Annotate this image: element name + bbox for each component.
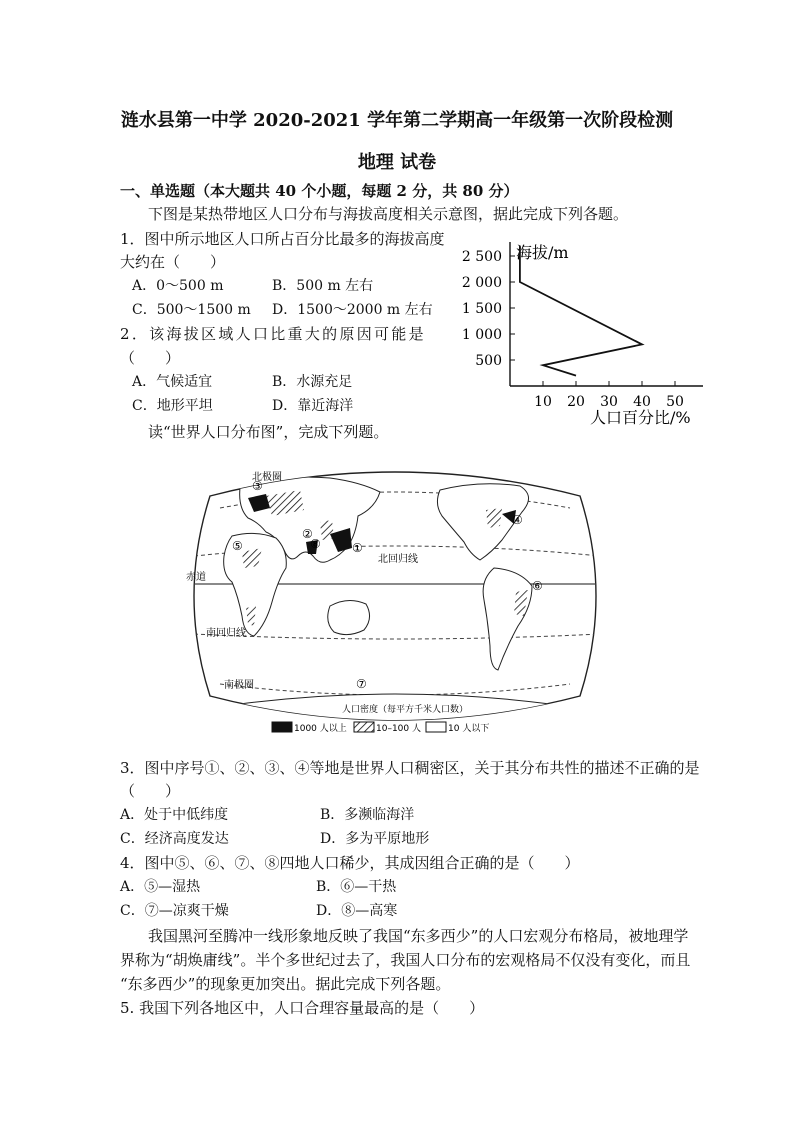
x-tick-label: 30	[600, 394, 618, 410]
legend-label-dense: 1000 人以上	[294, 724, 347, 734]
marker-1: ①	[352, 541, 363, 555]
q4-option-a[interactable]: A．⑤—湿热	[120, 879, 201, 895]
marker-3: ③	[252, 479, 263, 493]
q1-stem: 1．图中所示地区人口所占百分比最多的海拔高度	[120, 230, 445, 248]
passage-line-1: 我国黑河至腾冲一线形象地反映了我国“东多西少”的人口宏观分布格局，被地理学	[148, 927, 689, 945]
q2-option-a[interactable]: A．气候适宜	[132, 374, 213, 390]
antarctica-landmass	[240, 694, 550, 746]
marker-4: ④	[512, 513, 523, 527]
passage-line-2: 界称为“胡焕庸线”。半个多世纪过去了，我国人口分布的宏观格局不仅没有变化，而且	[120, 951, 691, 969]
x-tick-label: 40	[633, 394, 651, 410]
q4-stem: 4．图中⑤、⑥、⑦、⑧四地人口稀少，其成因组合正确的是（ ）	[120, 854, 580, 872]
q4-option-b[interactable]: B．⑥—干热	[316, 879, 397, 895]
y-tick-label: 1 000	[461, 327, 502, 343]
label-south-pole-circle: 南极圈	[224, 680, 254, 691]
altitude-population-chart	[460, 236, 720, 432]
marker-7: ⑦	[356, 677, 367, 691]
page-subtitle: 地理 试卷	[357, 152, 437, 173]
series-line	[520, 246, 642, 376]
legend-swatch-moderate	[354, 722, 374, 732]
q1-stem-2: 大约在（ ）	[120, 253, 226, 271]
q3-stem-2: （ ）	[120, 782, 181, 800]
legend-label-sparse: 10 人以下	[448, 724, 490, 734]
legend-swatch-dense	[272, 722, 292, 732]
y-tick-label: 2 500	[461, 249, 502, 265]
x-axis-label: 人口百分比/%	[590, 408, 691, 427]
marker-2: ②	[302, 527, 313, 541]
y-tick-label: 2 000	[461, 275, 502, 291]
label-equator: 赤道	[186, 572, 206, 583]
legend-swatch-sparse	[426, 722, 446, 732]
q2-option-b[interactable]: B．水源充足	[272, 374, 353, 390]
y-axis-label: 海拔/m	[516, 243, 569, 262]
label-tropic-cancer: 北回归线	[378, 554, 418, 565]
intro-text: 下图是某热带地区人口分布与海拔高度相关示意图，据此完成下列各题。	[148, 205, 629, 223]
q4-option-c[interactable]: C．⑦—凉爽干燥	[120, 903, 229, 919]
q3-option-a[interactable]: A．处于中低纬度	[120, 807, 229, 823]
q3-option-c[interactable]: C．经济高度发达	[120, 831, 229, 847]
q3-option-b[interactable]: B．多濒临海洋	[320, 807, 415, 823]
q5-stem: 5. 我国下列各地区中，人口合理容量最高的是（ ）	[120, 999, 485, 1017]
q2-stem-2: （ ）	[120, 349, 181, 367]
q3-stem: 3．图中序号①、②、③、④等地是世界人口稠密区，关于其分布共性的描述不正确的是	[120, 759, 700, 777]
australia-landmass	[328, 600, 370, 634]
q2-stem: 2．该海拔区域人口比重大的原因可能是	[120, 325, 426, 343]
page-title: 涟水县第一中学 2020-2021 学年第二学期高一年级第一次阶段检测	[120, 110, 674, 131]
y-tick-label: 1 500	[461, 301, 502, 317]
q3-option-d[interactable]: D．多为平原地形	[320, 831, 430, 847]
q1-option-a[interactable]: A．0～500 m	[132, 278, 224, 294]
marker-5: ⑤	[232, 539, 243, 553]
x-tick-label: 20	[567, 394, 585, 410]
q2-option-c[interactable]: C．地形平坦	[132, 398, 213, 414]
world-population-map	[180, 456, 610, 750]
label-tropic-capricorn: 南回归线	[206, 628, 246, 639]
y-tick-label: 500	[475, 353, 502, 369]
x-tick-label: 50	[666, 394, 684, 410]
marker-6: ⑥	[532, 579, 543, 593]
section-heading: 一、单选题（本大题共 40 个小题，每题 2 分，共 80 分）	[120, 182, 519, 200]
passage-line-3: “东多西少”的现象更加突出。据此完成下列各题。	[120, 975, 451, 993]
legend-label-moderate: 10–100 人	[376, 724, 421, 734]
marker-8: ⑧	[310, 537, 321, 551]
legend-title: 人口密度（每平方千米人口数）	[342, 705, 469, 715]
q1-option-c[interactable]: C．500～1500 m	[132, 302, 251, 318]
q2-option-d[interactable]: D．靠近海洋	[272, 398, 354, 414]
q4-option-d[interactable]: D．⑧—高寒	[316, 903, 398, 919]
x-tick-label: 10	[534, 394, 552, 410]
label-north-pole-circle: 北极圈	[252, 472, 282, 483]
q1-option-b[interactable]: B．500 m 左右	[272, 278, 374, 294]
map-intro: 读“世界人口分布图”，完成下列题。	[148, 423, 389, 441]
q1-option-d[interactable]: D．1500～2000 m 左右	[272, 302, 433, 318]
